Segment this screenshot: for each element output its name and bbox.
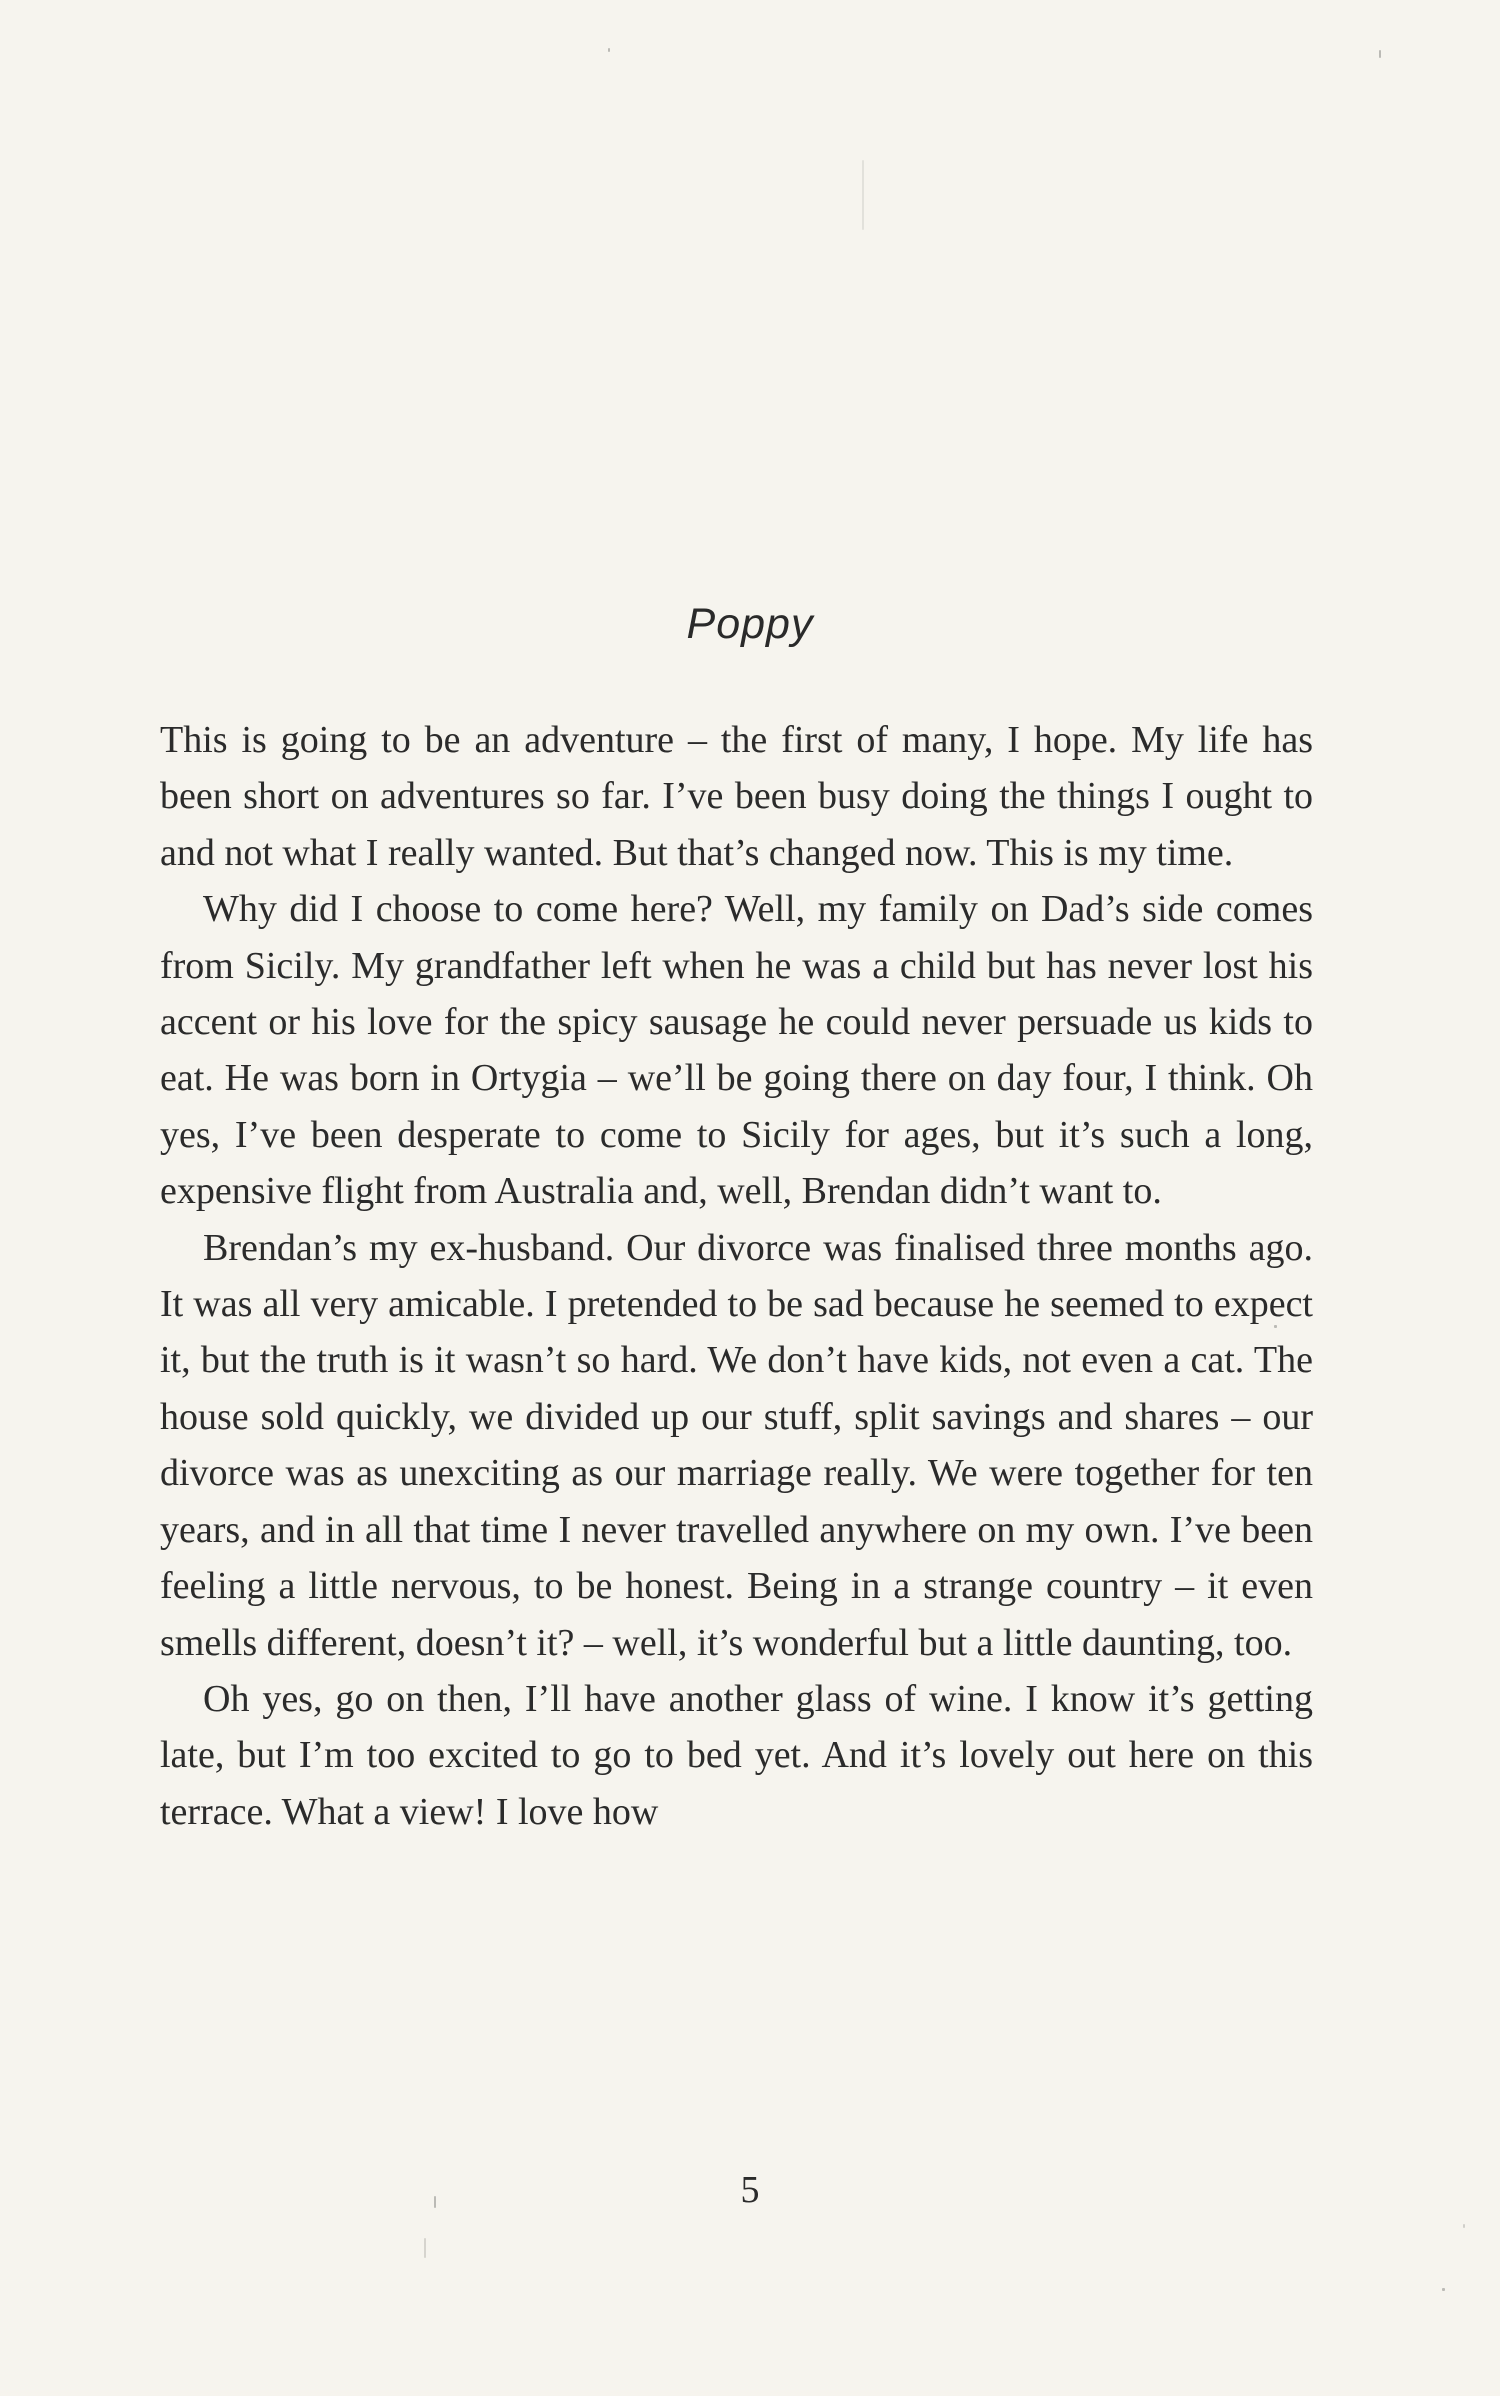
body-text — [160, 712, 1313, 1840]
paragraph: Brendan’s my ex-husband. Our divorce was finalised three months ago. It was all very amicable. I pretended to be sad because he seemed to expect it, but the truth is it wasn’t so hard. We don’t have kids, not even a cat. The house sold quickly, we divided up our stuff, split savings and shares – our divorce was as unexciting as our marriage really. We were together for ten years, and in all that time I never travelled anywhere on my own. I’ve been feeling a little nervous, to be honest. Being in a strange country – it even smells different, doesn’t it? – well, it’s wonderful but a little daunting, too. — [160, 1226, 1313, 1664]
scan-speck — [424, 2238, 426, 2258]
chapter-title: Poppy — [686, 600, 814, 648]
paragraph: Why did I choose to come here? Well, my family on Dad’s side comes from Sicily. My grandfather left when he was a child but has never lost his accent or his love for the spicy sausage he could never persuade us kids to eat. He was born in Ortygia – we’ll be going there on day four, I think. Oh yes, I’ve been desperate to come to Sicily for ages, but it’s such a long, expensive flight from Australia and, well, Brendan didn’t want to. — [160, 888, 1313, 1213]
scan-speck — [1274, 1325, 1277, 1328]
scan-speck — [1442, 2288, 1445, 2291]
paragraph: Oh yes, go on then, I’ll have another glass of wine. I know it’s getting late, but I’m too excited to go to bed yet. And it’s lovely out here on this terrace. What a view! I love how — [160, 1677, 1313, 1833]
scan-speck — [1463, 2224, 1465, 2228]
scan-speck — [1379, 50, 1381, 58]
paragraph: This is going to be an adventure – the first of many, I hope. My life has been short on adventures so far. I’ve been busy doing the things I ought to and not what I really wanted. But that’s changed now. This is my time. — [160, 719, 1313, 874]
page-number: 5 — [740, 2169, 760, 2211]
scan-speck — [862, 160, 864, 230]
scan-speck — [434, 2196, 436, 2208]
scan-speck — [608, 48, 610, 52]
